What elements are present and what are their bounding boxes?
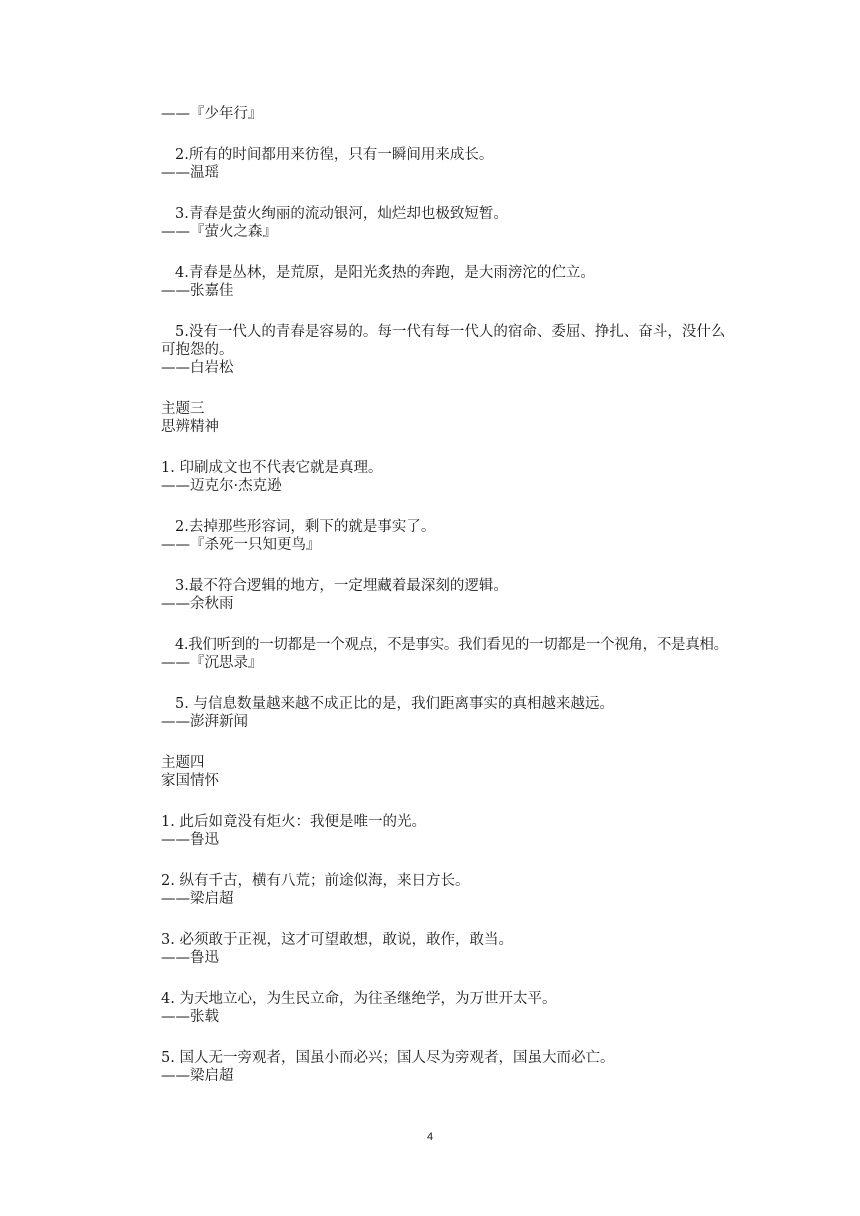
quote-attribution: ——梁启超 [161, 1068, 234, 1084]
quote-attribution: ——澎湃新闻 [161, 714, 248, 730]
section-subtitle: 思辨精神 [161, 419, 219, 435]
quote-attribution: ——『萤火之森』 [161, 224, 277, 240]
quote-text: 3.最不符合逻辑的地方，一定埋藏着最深刻的逻辑。 [175, 578, 508, 594]
quote-text: 5. 国人无一旁观者，国虽小而必兴；国人尽为旁观者，国虽大而必亡。 [161, 1050, 615, 1066]
quote-text: 2. 纵有千古，横有八荒；前途似海，来日方长。 [161, 873, 470, 889]
quote-attribution: ——鲁迅 [161, 950, 219, 966]
quote-attribution: ——『杀死一只知更鸟』 [161, 537, 321, 553]
quote-text: 3. 必须敢于正视，这才可望敢想，敢说，敢作，敢当。 [161, 932, 513, 948]
section-heading: 主题四 [161, 755, 205, 771]
quote-text: 5.没有一代人的青春是容易的。每一代有每一代人的宿命、委屈、挣扎、奋斗，没什么 [175, 324, 726, 340]
section-subtitle: 家国情怀 [161, 773, 219, 789]
quote-attribution: ——张载 [161, 1009, 219, 1025]
quote-text: 3.青春是萤火绚丽的流动银河，灿烂却也极致短暂。 [175, 206, 508, 222]
quote-attribution: ——白岩松 [161, 360, 234, 376]
quote-attribution: ——余秋雨 [161, 596, 234, 612]
quote-text: 4. 为天地立心，为生民立命，为往圣继绝学，为万世开太平。 [161, 991, 557, 1007]
quote-attribution: ——温瑶 [161, 165, 219, 181]
quote-attribution: ——『少年行』 [161, 106, 263, 122]
quote-attribution: ——梁启超 [161, 891, 234, 907]
quote-text: 1. 此后如竟没有炬火：我便是唯一的光。 [161, 814, 426, 830]
quote-text: 4.青春是丛林，是荒原，是阳光炙热的奔跑，是大雨滂沱的伫立。 [175, 265, 595, 281]
page-number: 4 [426, 1131, 434, 1143]
quote-text: 4.我们听到的一切都是一个观点，不是事实。我们看见的一切都是一个视角，不是真相。 [175, 637, 728, 653]
quote-text-continued: 可抱怨的。 [161, 342, 234, 358]
quote-attribution: ——『沉思录』 [161, 655, 263, 671]
quote-text: 2.去掉那些形容词，剩下的就是事实了。 [175, 519, 436, 535]
quote-text: 5. 与信息数量越来越不成正比的是，我们距离事实的真相越来越远。 [175, 696, 614, 712]
quote-attribution: ——鲁迅 [161, 832, 219, 848]
quote-attribution: ——张嘉佳 [161, 283, 234, 299]
quote-text: 2.所有的时间都用来彷徨，只有一瞬间用来成长。 [175, 147, 494, 163]
quote-attribution: ——迈克尔·杰克逊 [161, 478, 282, 494]
quote-text: 1. 印刷成文也不代表它就是真理。 [161, 460, 383, 476]
section-heading: 主题三 [161, 401, 205, 417]
